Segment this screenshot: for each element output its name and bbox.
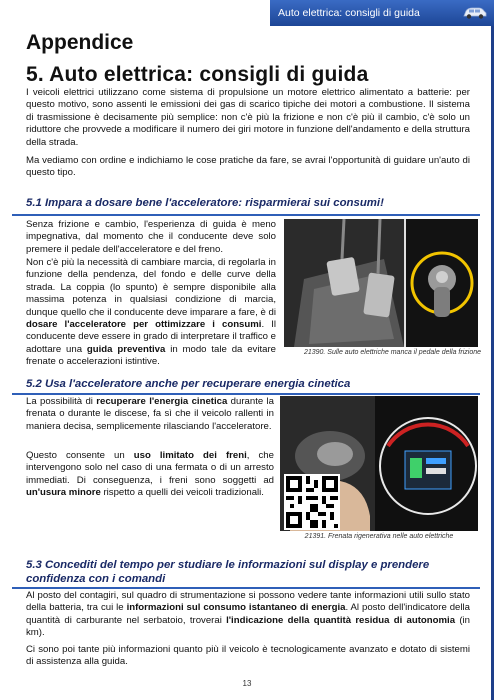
section-5-2-caption: 21391. Frenata rigenerativa nelle auto elettriche: [304, 533, 454, 540]
section-5-3-title: 5.3 Concediti del tempo per studiare le informazioni sul display e prendere confidenza con i comandi: [26, 559, 430, 585]
section-5-1-caption: 21390. Sulle auto elettriche manca il pedale della frizione: [303, 349, 481, 356]
pedals-photo: [284, 219, 478, 347]
section-5-1-title: 5.1 Impara a dosare bene l'acceleratore: risparmierai sui consumi!: [26, 197, 384, 209]
section-5-2-title: 5.2 Usa l'acceleratore anche per recuperare energia cinetica: [26, 378, 351, 390]
section-5-2-underline: [12, 393, 480, 395]
section-5-2-paragraph-1: La possibilità di recuperare l'energia cinetica durante la frenata o durante le discese, fa sì che il veicolo rallenti in maniera decisa, semplicemente rilasciando l'acceleratore.: [26, 396, 274, 432]
running-header: [270, 0, 494, 26]
section-5-1-underline: [12, 214, 480, 216]
chapter-title: 5. Auto elettrica: consigli di guida: [26, 63, 369, 86]
section-5-3-paragraph-1: Al posto del contagiri, sul quadro di strumentazione si possono vedere tante informazioni utili sullo stato della batteria, tra cui le informazioni sul consumo istantaneo di energia. Al posto dell'indicatore della quantità di carburante nel serbatoio, troverai l'indicazione della quantità residua di autonomia (in km).: [26, 590, 471, 639]
intro-paragraph-2: Ma vediamo con ordine e indichiamo le cose pratiche da fare, se avrai l'opportunità di guidare un'auto di questo tipo.: [26, 155, 470, 179]
section-5-1-paragraph-1: Senza frizione e cambio, l'esperienza di guida è meno impegnativa, dal momento che il conducente deve solo premere il pedale dell'acceleratore e del freno.: [26, 219, 276, 255]
section-5-3-paragraph-2: Ci sono poi tante più informazioni quanto più il veicolo è tecnologicamente avanzato e dotato di sistemi di assistenza alla guida.: [26, 644, 470, 668]
intro-paragraph-1: I veicoli elettrici utilizzano come sistema di propulsione un motore elettrico alimentato a batterie: per questo motivo, sono assenti le emissioni dei gas di scarico tipiche dei motori a combustione. Il sistema di trasmissione è decisamente più semplice: non c'è più la frizione e non c'è più il cambio, c'è solo un riduttore che provvede a modificare il numero dei giri motore in funzione dell'andamento e della struttura della strada.: [26, 87, 470, 148]
appendix-title: Appendice: [26, 31, 134, 54]
running-header-title: Auto elettrica: consigli di guida: [278, 7, 420, 19]
car-icon: [462, 4, 488, 21]
qr-code[interactable]: [284, 474, 340, 530]
page-number: 13: [242, 679, 252, 688]
section-5-1-paragraph-2: Non c'è più la necessità di cambiare marcia, di regolarla in funzione della pendenza, del fondo e delle curve della strada. La coppia (lo spunto) è sempre disponibile alla massima potenza in qualsiasi condizione di marcia, dunque quello che il conducente deve imparare a fare, è di dosare l'acceleratore per ottimizzare i consumi. Il conducente deve essere in grado di interpretare il traffico e adottare una guida preventiva in modo tale da evitare frenate o accelerazioni istintive.: [26, 257, 277, 368]
section-5-3-underline: [12, 587, 480, 589]
section-5-2-paragraph-2: Questo consente un uso limitato dei freni, che intervengono solo nel caso di una fermata o di un arresto immediati. Di conseguenza, i freni sono soggetti ad un'usura minore rispetto a quelli dei veicoli tradizionali.: [26, 450, 274, 499]
